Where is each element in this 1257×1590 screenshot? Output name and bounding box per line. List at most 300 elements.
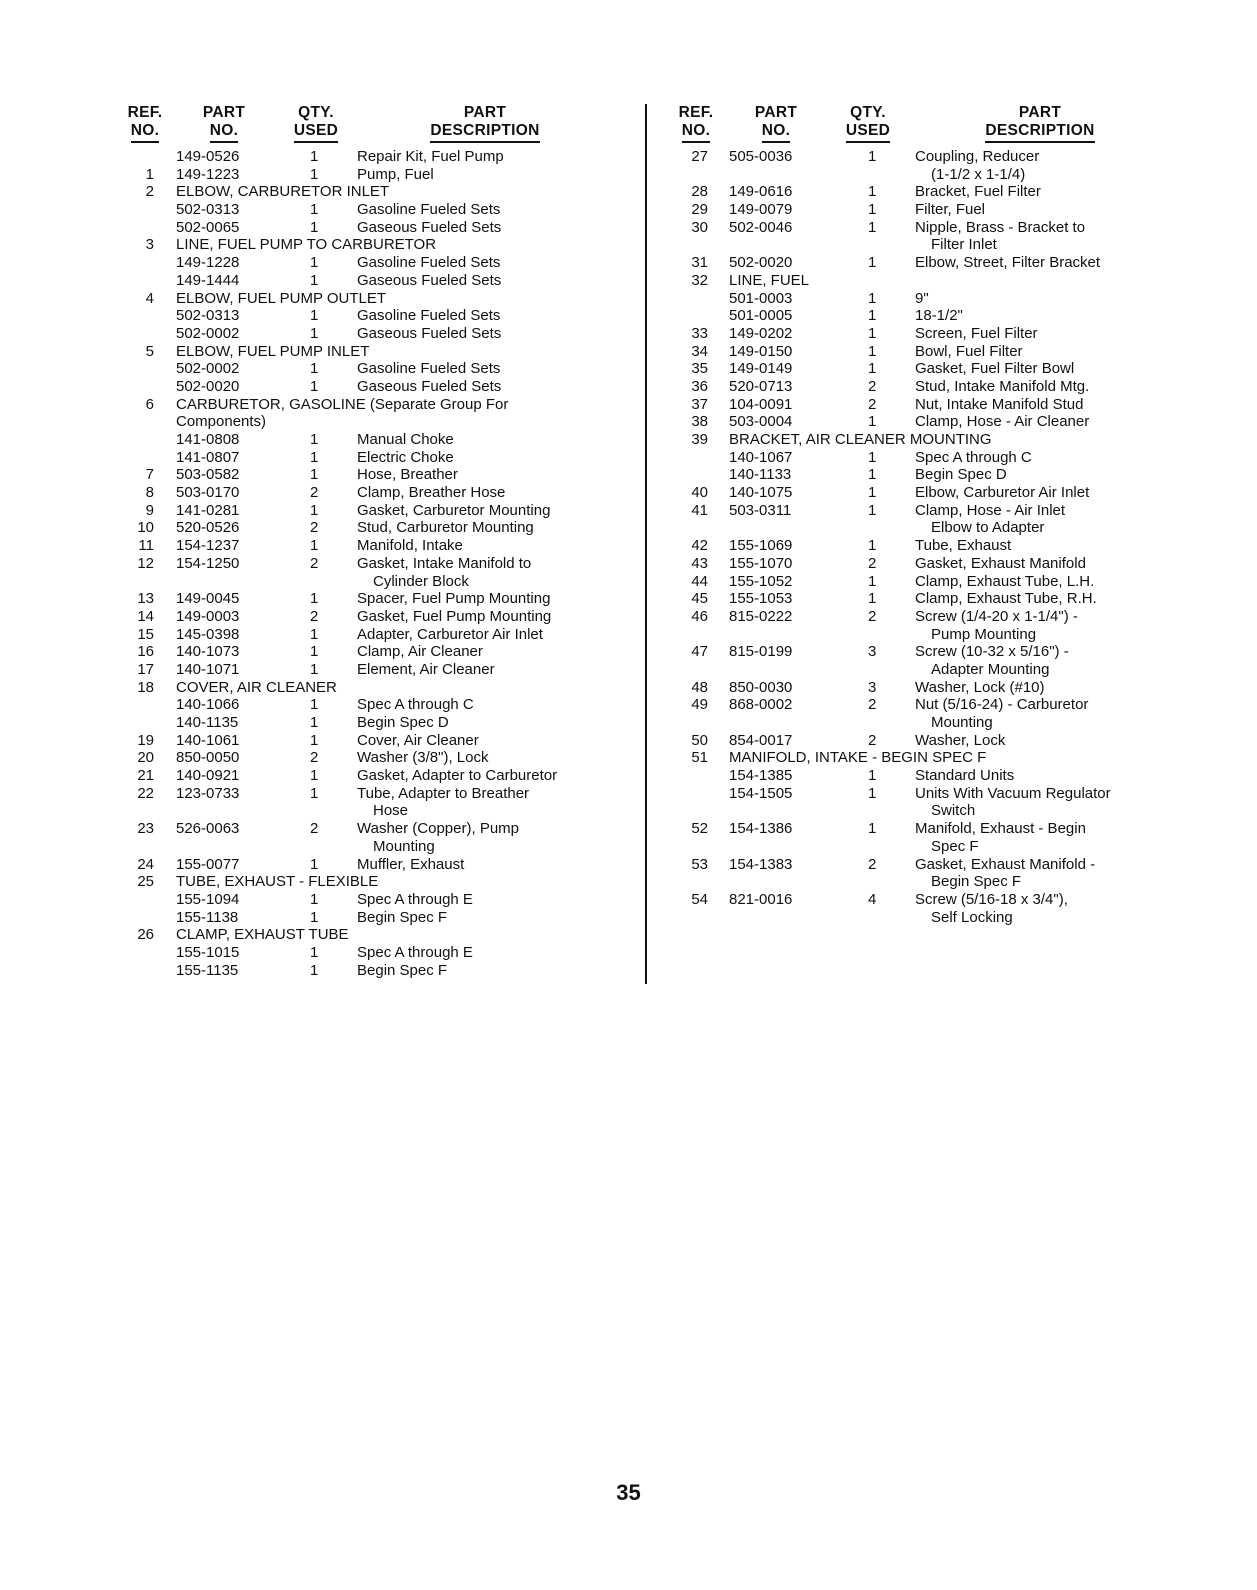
part-description: Hose, Breather [357,466,458,484]
part-description: Washer, Lock (#10) [915,678,1045,696]
table-row [120,626,640,644]
ref-no: 34 [691,342,708,360]
ref-no: 38 [691,413,708,431]
ref-no: 14 [137,607,154,625]
part-description: 18-1/2" [915,307,963,325]
ref-no: 47 [691,643,708,661]
table-row [672,891,1172,909]
part-no: 502-0002 [176,360,240,378]
part-description: Washer, Lock [915,731,1006,749]
table-row [120,944,640,962]
part-description: Electric Choke [357,448,454,466]
part-description: Screw (5/16-18 x 3/4"), [915,890,1068,908]
group-heading: CLAMP, EXHAUST TUBE [176,926,349,944]
parts-table-left [120,104,640,979]
part-description: Repair Kit, Fuel Pump [357,148,504,165]
part-description: Washer (Copper), Pump [357,820,519,838]
part-no: 140-1075 [729,484,793,502]
rows-left [120,148,640,979]
ref-no: 24 [137,855,154,873]
part-no: 140-1066 [176,696,240,714]
part-no: 149-1444 [176,271,240,289]
table-row [672,502,1172,520]
qty-used: 1 [310,784,319,802]
part-description: Self Locking [931,908,1013,926]
table-row [120,820,640,838]
table-row [120,643,640,661]
header-description: PART DESCRIPTION [420,104,550,143]
table-row [672,873,1172,891]
qty-used: 1 [310,890,319,908]
qty-used: 2 [868,855,877,873]
qty-used: 2 [868,377,877,395]
part-description: Gaseous Fueled Sets [357,218,502,236]
qty-used: 1 [310,466,319,484]
ref-no: 17 [137,660,154,678]
part-description: Elbow, Carburetor Air Inlet [915,484,1090,502]
qty-used: 1 [310,431,319,448]
part-description: Nipple, Brass - Bracket to [915,218,1086,236]
table-row [672,254,1172,272]
ref-no: 21 [137,767,154,785]
ref-no: 16 [137,643,154,661]
table-row [672,413,1172,431]
group-heading: TUBE, EXHAUST - FLEXIBLE [176,873,379,891]
ref-no: 23 [137,820,154,838]
ref-no: 54 [691,890,708,908]
part-no: 154-1385 [729,767,793,785]
table-row [672,431,1172,449]
part-description: Spec A through C [915,448,1032,466]
part-no: 155-1094 [176,890,240,908]
part-no: 502-0046 [729,218,793,236]
part-no: 502-0020 [729,254,793,272]
part-no: 815-0199 [729,643,793,661]
ref-no: 33 [691,324,708,342]
ref-no: 35 [691,360,708,378]
table-row [672,590,1172,608]
table-row [672,696,1172,714]
table-row [120,590,640,608]
ref-no: 42 [691,537,708,555]
table-row [672,201,1172,219]
part-no: 520-0713 [729,377,793,395]
table-row [672,272,1172,290]
table-row [120,148,640,166]
part-no: 503-0170 [176,484,240,502]
part-description: Gasoline Fueled Sets [357,360,501,378]
qty-used: 1 [868,501,877,519]
table-row [672,802,1172,820]
header-ref: REF. NO. [120,104,170,143]
table-row [672,343,1172,361]
part-no: 155-1052 [729,572,793,590]
part-description: Clamp, Hose - Air Inlet [915,501,1066,519]
group-heading: COVER, AIR CLEANER [176,678,337,696]
table-row [672,767,1172,785]
qty-used: 1 [868,183,877,201]
part-description: Filter, Fuel [915,201,986,219]
ref-no: 26 [137,926,154,944]
ref-no: 53 [691,855,708,873]
part-description: Gasket, Fuel Filter Bowl [915,360,1075,378]
qty-used: 1 [868,413,877,431]
part-no: 502-0313 [176,201,240,219]
qty-used: 1 [310,714,319,731]
part-description: Stud, Carburetor Mounting [357,519,534,537]
part-no: 155-1070 [729,554,793,572]
table-row [120,696,640,714]
part-no: 141-0808 [176,431,240,448]
table-header [120,104,640,148]
table-row [120,537,640,555]
part-description: Adapter Mounting [931,660,1050,678]
qty-used: 4 [868,890,877,908]
part-no: 526-0063 [176,820,240,838]
part-description: Adapter, Carburetor Air Inlet [357,625,543,643]
ref-no: 25 [137,873,154,891]
part-description: (1-1/2 x 1-1/4) [931,165,1026,183]
part-no: 140-1133 [729,466,792,484]
part-description: Gaseous Fueled Sets [357,271,502,289]
part-description: Gaseous Fueled Sets [357,324,502,342]
part-no: 155-1069 [729,537,793,555]
ref-no: 6 [145,395,154,413]
qty-used: 1 [868,201,877,219]
part-description: Clamp, Hose - Air Cleaner [915,413,1090,431]
table-row [120,502,640,520]
table-row [672,183,1172,201]
qty-used: 1 [868,307,877,325]
table-row [672,519,1172,537]
qty-used: 2 [310,607,319,625]
table-row [120,573,640,591]
part-description: Gasket, Exhaust Manifold [915,554,1086,572]
qty-used: 1 [310,855,319,873]
qty-used: 1 [868,360,877,378]
part-description: Clamp, Breather Hose [357,484,506,502]
qty-used: 1 [310,767,319,785]
ref-no: 39 [691,431,708,448]
part-no: 154-1505 [729,784,793,802]
table-row [120,290,640,308]
part-no: 155-0077 [176,855,240,873]
ref-no: 29 [691,201,708,219]
qty-used: 1 [310,943,319,961]
part-no: 154-1250 [176,554,240,572]
part-no: 502-0065 [176,218,240,236]
part-no: 141-0807 [176,448,240,466]
qty-used: 1 [310,660,319,678]
table-row [120,856,640,874]
table-row [120,236,640,254]
header-description: PART DESCRIPTION [972,104,1108,143]
part-description: Manual Choke [357,431,454,448]
part-description: Filter Inlet [931,236,997,254]
qty-used: 1 [310,254,319,272]
qty-used: 1 [868,466,877,484]
qty-used: 1 [310,448,319,466]
part-no: 149-1228 [176,254,240,272]
ref-no: 45 [691,590,708,608]
group-heading: BRACKET, AIR CLEANER MOUNTING [729,431,992,448]
part-no: 503-0311 [729,501,792,519]
qty-used: 2 [310,519,319,537]
header-ref: REF. NO. [672,104,720,143]
part-description: Begin Spec F [931,873,1022,891]
ref-no: 13 [137,590,154,608]
part-description: Cylinder Block [373,572,469,590]
part-description: Manifold, Intake [357,537,463,555]
group-heading: ELBOW, FUEL PUMP INLET [176,342,370,360]
part-no: 155-1053 [729,590,793,608]
part-no: 154-1386 [729,820,793,838]
part-no: 104-0091 [729,395,793,413]
table-row [672,307,1172,325]
part-description: Begin Spec D [915,466,1007,484]
qty-used: 1 [868,289,877,307]
table-row [120,272,640,290]
part-description: Spec A through E [357,890,473,908]
part-no: 815-0222 [729,607,793,625]
part-no: 140-0921 [176,767,240,785]
part-description: Cover, Air Cleaner [357,731,479,749]
table-row [672,537,1172,555]
part-no: 502-0020 [176,377,240,395]
part-description: Gasket, Fuel Pump Mounting [357,607,552,625]
table-row [672,679,1172,697]
table-row [120,714,640,732]
qty-used: 1 [310,696,319,714]
part-no: 503-0582 [176,466,240,484]
part-description: Washer (3/8"), Lock [357,749,489,767]
qty-used: 1 [310,501,319,519]
part-description: Gasoline Fueled Sets [357,201,501,219]
qty-used: 1 [310,643,319,661]
part-description: Muffler, Exhaust [357,855,465,873]
table-row [120,343,640,361]
table-row [672,732,1172,750]
qty-used: 1 [868,590,877,608]
parts-table-right [672,104,1172,926]
table-row [120,802,640,820]
part-no: 155-1015 [176,943,240,961]
part-description: Begin Spec F [357,908,448,926]
qty-used: 2 [310,820,319,838]
part-description: Spec A through C [357,696,474,714]
ref-no: 28 [691,183,708,201]
part-no: 821-0016 [729,890,793,908]
table-row [120,219,640,237]
qty-used: 1 [310,201,319,219]
table-row [672,148,1172,166]
part-description: Hose [373,802,409,820]
table-row [120,785,640,803]
table-row [672,484,1172,502]
qty-used: 1 [310,324,319,342]
table-row [672,555,1172,573]
part-description: Begin Spec D [357,714,449,731]
table-row [120,484,640,502]
qty-used: 3 [868,678,877,696]
part-no: 155-1138 [176,908,239,926]
group-heading: MANIFOLD, INTAKE - BEGIN SPEC F [729,749,987,767]
ref-no: 11 [138,537,154,555]
qty-used: 3 [868,643,877,661]
part-description: Stud, Intake Manifold Mtg. [915,377,1090,395]
qty-used: 1 [868,767,877,785]
table-row [120,909,640,927]
table-row [120,396,640,414]
qty-used: 1 [868,484,877,502]
ref-no: 46 [691,607,708,625]
table-row [120,749,640,767]
table-row [120,431,640,449]
ref-no: 15 [137,625,154,643]
part-description: Units With Vacuum Regulator [915,784,1111,802]
qty-used: 1 [868,572,877,590]
part-description: Mounting [931,714,993,731]
table-row [120,254,640,272]
ref-no: 2 [145,183,154,201]
qty-used: 1 [868,342,877,360]
ref-no: 30 [691,218,708,236]
ref-no: 18 [137,678,154,696]
part-description: Gasket, Exhaust Manifold - [915,855,1096,873]
part-no: 154-1237 [176,537,240,555]
table-row [120,661,640,679]
table-row [120,555,640,573]
part-description: Tube, Adapter to Breather [357,784,530,802]
ref-no: 43 [691,554,708,572]
part-no: 149-0150 [729,342,793,360]
part-no: 149-0149 [729,360,793,378]
ref-no: 49 [691,696,708,714]
qty-used: 1 [310,908,319,926]
qty-used: 1 [310,537,319,555]
qty-used: 2 [310,554,319,572]
part-no: 503-0004 [729,413,793,431]
table-row [672,820,1172,838]
group-heading: CARBURETOR, GASOLINE (Separate Group For [176,395,509,413]
column-divider [645,104,647,984]
part-description: Mounting [373,837,435,855]
part-description: Elbow to Adapter [931,519,1045,537]
table-row [672,573,1172,591]
table-row [672,626,1172,644]
ref-no: 31 [691,254,708,272]
qty-used: 1 [310,625,319,643]
part-description: Screw (10-32 x 5/16") - [915,643,1069,661]
table-row [672,236,1172,254]
table-row [120,378,640,396]
ref-no: 48 [691,678,708,696]
table-row [672,449,1172,467]
table-row [672,166,1172,184]
part-description: Begin Spec F [357,961,448,979]
part-description: Coupling, Reducer [915,148,1040,165]
part-description: Bowl, Fuel Filter [915,342,1023,360]
qty-used: 1 [868,254,877,272]
part-description: 9" [915,289,929,307]
table-row [672,290,1172,308]
qty-used: 2 [868,607,877,625]
table-row [120,307,640,325]
ref-no: 1 [145,165,154,183]
part-no: 501-0003 [729,289,793,307]
table-row [672,360,1172,378]
part-no: 520-0526 [176,519,240,537]
qty-used: 1 [310,961,319,979]
part-description: Switch [931,802,976,820]
ref-no: 44 [691,572,708,590]
qty-used: 1 [310,218,319,236]
part-no: 502-0002 [176,324,240,342]
qty-used: 2 [310,749,319,767]
qty-used: 1 [868,820,877,838]
group-heading: Components) [176,413,267,431]
part-no: 140-1067 [729,448,793,466]
table-row [120,891,640,909]
qty-used: 1 [310,731,319,749]
table-row [120,166,640,184]
ref-no: 37 [691,395,708,413]
part-no: 140-1073 [176,643,240,661]
part-no: 854-0017 [729,731,793,749]
table-row [672,325,1172,343]
qty-used: 1 [310,307,319,325]
qty-used: 2 [310,484,319,502]
table-row [672,661,1172,679]
part-description: Spec F [931,837,979,855]
ref-no: 19 [137,731,154,749]
qty-used: 2 [868,731,877,749]
part-no: 149-0202 [729,324,793,342]
qty-used: 2 [868,554,877,572]
table-row [120,962,640,980]
part-description: Standard Units [915,767,1015,785]
qty-used: 1 [310,165,319,183]
table-row [672,466,1172,484]
ref-no: 32 [691,271,708,289]
part-description: Gasoline Fueled Sets [357,307,501,325]
table-row [672,396,1172,414]
header-qty: QTY. USED [288,104,344,143]
ref-no: 52 [691,820,708,838]
ref-no: 36 [691,377,708,395]
ref-no: 10 [137,519,154,537]
part-description: Spec A through E [357,943,473,961]
qty-used: 1 [868,148,877,165]
part-no: 149-0616 [729,183,793,201]
qty-used: 1 [868,448,877,466]
qty-used: 1 [310,377,319,395]
table-row [672,785,1172,803]
table-row [672,714,1172,732]
qty-used: 1 [868,537,877,555]
part-description: Gasket, Adapter to Carburetor [357,767,558,785]
part-no: 123-0733 [176,784,240,802]
qty-used: 2 [868,696,877,714]
group-heading: ELBOW, CARBURETOR INLET [176,183,390,201]
qty-used: 1 [310,148,319,165]
ref-no: 50 [691,731,708,749]
table-row [672,749,1172,767]
table-row [120,926,640,944]
table-row [120,732,640,750]
part-no: 145-0398 [176,625,240,643]
ref-no: 4 [145,289,154,307]
